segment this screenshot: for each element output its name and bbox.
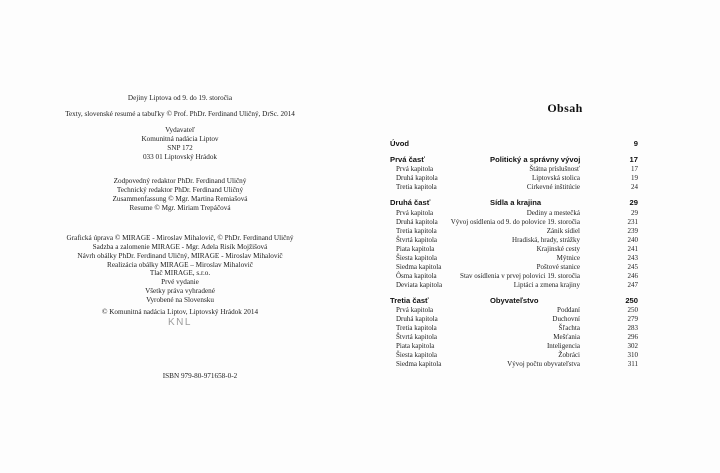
toc-chapter-title: Vývoj počtu obyvateľstva: [507, 360, 580, 368]
toc-chapter-row: [390, 263, 638, 272]
credits-block: [0, 234, 360, 305]
toc-page-number: 311: [627, 360, 638, 368]
toc-section-row: [390, 198, 638, 208]
toc-page-number: 241: [627, 244, 638, 253]
toc-section-row: [390, 139, 638, 149]
toc-chapter-label: Šiesta kapitola: [396, 351, 438, 359]
toc-page-number: 240: [627, 235, 638, 244]
toc-chapter-row: [390, 236, 638, 245]
toc-page-number: 9: [633, 139, 638, 148]
toc-chapter-label: Štvrtá kapitola: [396, 333, 438, 341]
toc-page-number: 239: [627, 226, 638, 235]
publisher-line: 033 01 Liptovský Hrádok: [142, 152, 218, 161]
publisher-line: Vydavateľ: [165, 126, 195, 134]
toc-chapter-label: Prvá kapitola: [396, 208, 434, 217]
toc-chapter-label: Druhá kapitola: [396, 315, 438, 323]
toc-chapter-title: Liptovská stolica: [531, 174, 580, 182]
toc-chapter-title: Stav osídlenia v prvej polovici 19. storočia: [460, 271, 580, 280]
toc-chapter-label: Tretia kapitola: [396, 226, 437, 235]
publisher-block: [0, 126, 360, 162]
toc-chapter-label: Ôsma kapitola: [396, 271, 437, 280]
credit-line: Vyrobené na Slovensku: [146, 295, 214, 304]
editor-line: Zusammenfassung © Mgr. Martina Remiašová: [112, 195, 248, 203]
toc-page-number: 247: [627, 280, 638, 289]
toc-chapter-label: Deviata kapitola: [396, 280, 443, 289]
toc-chapter-row: [390, 342, 638, 351]
toc-chapter-title: Liptáci a zmena krajiny: [513, 280, 580, 289]
table-of-contents: [390, 139, 638, 369]
toc-chapter-title: Mešťania: [553, 333, 580, 341]
toc-page-number: 231: [627, 217, 638, 226]
toc-page-number: 279: [627, 315, 638, 323]
toc-chapter-row: [390, 245, 638, 254]
toc-page-number: 302: [627, 342, 638, 350]
toc-chapter-title: Poštové stanice: [536, 262, 580, 271]
toc-page-number: 246: [627, 271, 638, 280]
toc-chapter-row: [390, 351, 638, 360]
copyright-notice: © Komunitná nadácia Liptov, Liptovský Hrádok 2014: [101, 308, 259, 316]
toc-chapter-row: [390, 183, 638, 192]
toc-page-number: 19: [631, 174, 638, 182]
toc-page-number: 17: [631, 165, 638, 173]
rights-line: Texty, slovenské resumé a tabuľky © Prof. PhDr. Ferdinand Uličný, DrSc. 2014: [65, 110, 295, 118]
toc-page-number: 296: [627, 333, 638, 341]
toc-chapter-label: Piata kapitola: [396, 342, 435, 350]
toc-page-number: 24: [631, 183, 638, 191]
editor-line: Technický redaktor PhDr. Ferdinand Uličný: [116, 186, 244, 194]
editor-line: Resume © Mgr. Miriam Trepáčová: [129, 204, 231, 212]
toc-chapter-row: [390, 174, 638, 183]
toc-page-number: 310: [627, 351, 638, 359]
toc-chapter-label: Tretia kapitola: [396, 183, 437, 191]
toc-chapter-label: Tretia kapitola: [396, 324, 437, 332]
toc-chapter-title: Vývoj osídlenia od 9. do polovice 19. storočia: [450, 217, 580, 226]
toc-chapter-label: Štvrtá kapitola: [396, 235, 438, 244]
toc-page-number: 29: [629, 198, 638, 207]
toc-chapter-label: Druhá kapitola: [396, 217, 438, 226]
toc-section-title: Sídla a krajina: [490, 198, 542, 207]
toc-section-row: [390, 155, 638, 165]
toc-page-number: 29: [631, 208, 638, 217]
book-title: Dejiny Liptova od 9. do 19. storočia: [127, 94, 233, 102]
toc-section-label: Úvod: [390, 139, 409, 148]
toc-page-number: 250: [627, 306, 638, 314]
toc-chapter-title: Zánik sídiel: [546, 226, 580, 235]
toc-chapter-row: [390, 254, 638, 263]
toc-page-number: 245: [627, 262, 638, 271]
toc-chapter-title: Mýtnice: [556, 253, 580, 262]
credit-line: Všetky práva vyhradené: [145, 287, 215, 296]
toc-chapter-row: [390, 227, 638, 236]
contents-title: Obsah: [547, 101, 583, 115]
credit-line: Návrh obálky PhDr. Ferdinand Uličný, MIRAGE - Miroslav Mihalovič: [77, 251, 283, 260]
credit-line: Realizácia obálky MIRAGE – Miroslav Mihalovič: [107, 260, 253, 269]
toc-chapter-row: [390, 281, 638, 290]
toc-section-label: Tretia časť: [390, 295, 429, 305]
toc-chapter-title: Cirkevné inštitúcie: [526, 183, 580, 191]
toc-page-number: 17: [629, 154, 638, 164]
credit-line: Sadzba a zalomenie MIRAGE - Mgr. Adela Risík Mojžišová: [92, 242, 268, 251]
toc-chapter-row: [390, 324, 638, 333]
toc-page-number: 283: [627, 324, 638, 332]
toc-chapter-title: Hradiská, hrady, strážky: [512, 235, 580, 244]
toc-chapter-row: [390, 209, 638, 218]
publisher-line: SNP 172: [167, 143, 193, 152]
toc-section-row: [390, 296, 638, 306]
credit-line: Prvé vydanie: [161, 278, 199, 287]
toc-chapter-title: Poddaní: [557, 306, 580, 314]
toc-section-label: Prvá časť: [390, 154, 425, 164]
credit-line: Tlač MIRAGE, s.r.o.: [149, 269, 211, 278]
toc-chapter-title: Žobráci: [558, 351, 580, 359]
toc-chapter-label: Druhá kapitola: [396, 174, 438, 182]
toc-chapter-label: Siedma kapitola: [396, 360, 442, 368]
editor-line: Zodpovedný redaktor PhDr. Ferdinand Uličný: [113, 177, 247, 185]
toc-chapter-title: Duchovní: [552, 315, 580, 323]
toc-section-title: Politický a správny vývoj: [490, 154, 581, 164]
toc-page-number: 250: [625, 295, 638, 305]
publisher-line: Komunitná nadácia Liptov: [141, 134, 219, 143]
toc-section-label: Druhá časť: [390, 198, 431, 207]
toc-chapter-label: Šiesta kapitola: [396, 253, 438, 262]
knl-logo: KNL: [168, 317, 192, 328]
credit-line: Grafická úprava © MIRAGE - Miroslav Mihalovič, © PhDr. Ferdinand Uličný: [66, 234, 294, 242]
toc-chapter-title: Štátna príslušnosť: [529, 165, 580, 173]
toc-chapter-label: Prvá kapitola: [396, 306, 434, 314]
toc-section-title: Obyvateľstvo: [490, 295, 539, 305]
toc-chapter-label: Siedma kapitola: [396, 262, 442, 271]
toc-chapter-row: [390, 218, 638, 227]
toc-chapter-title: Dediny a mestečká: [526, 208, 580, 217]
toc-chapter-row: [390, 272, 638, 281]
isbn-line: ISBN 979-80-971658-0-2: [162, 372, 238, 380]
toc-chapter-title: Šľachta: [558, 324, 580, 332]
editors-block: [0, 177, 360, 213]
toc-chapter-title: Inteligencia: [546, 342, 580, 350]
toc-chapter-title: Krajinské cesty: [536, 244, 580, 253]
toc-chapter-row: [390, 306, 638, 315]
toc-chapter-row: [390, 333, 638, 342]
toc-chapter-row: [390, 165, 638, 174]
toc-chapter-row: [390, 315, 638, 324]
toc-chapter-label: Piata kapitola: [396, 244, 435, 253]
toc-chapter-row: [390, 360, 638, 369]
toc-chapter-label: Prvá kapitola: [396, 165, 434, 173]
toc-page-number: 243: [627, 253, 638, 262]
